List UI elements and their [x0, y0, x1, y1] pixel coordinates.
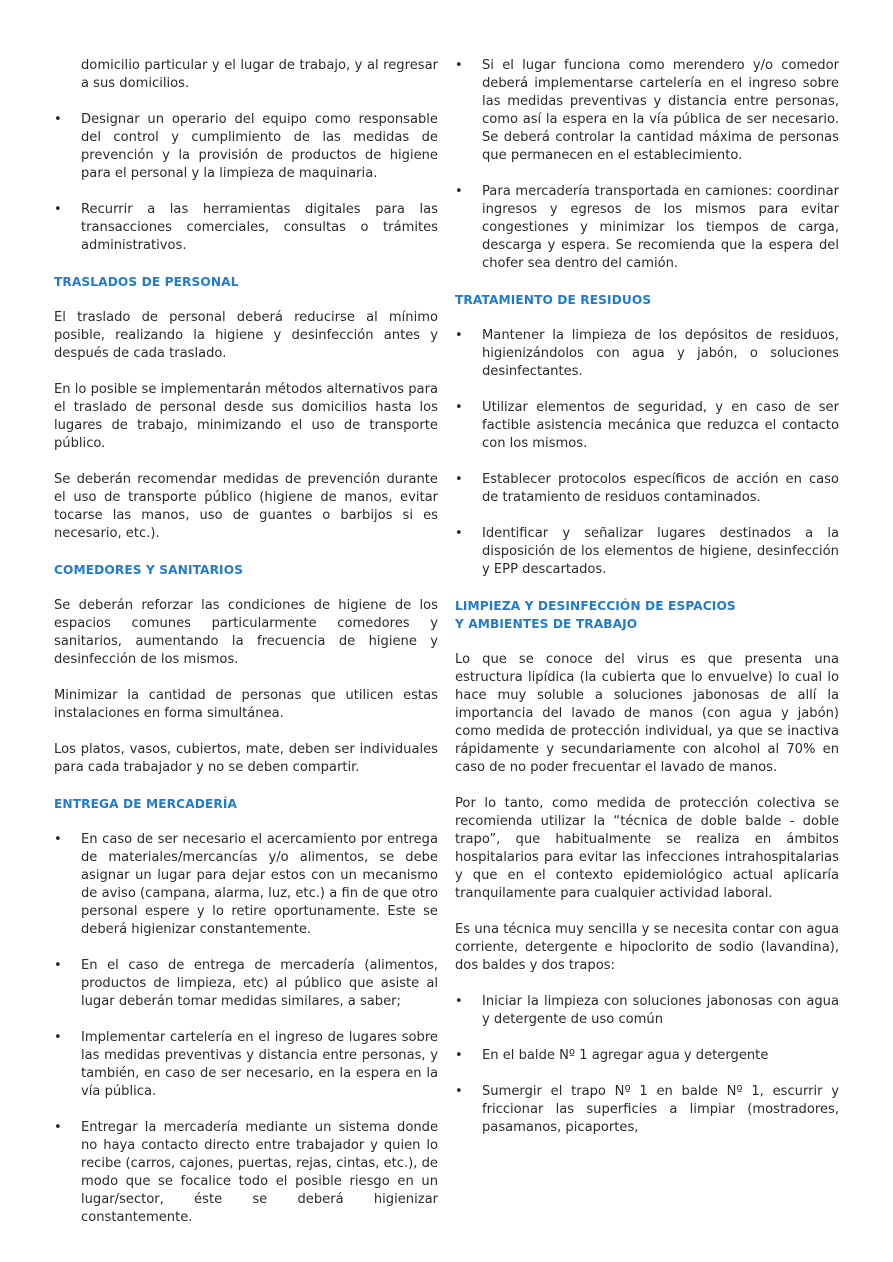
bullet-icon: • [54, 958, 62, 973]
bullet-icon: • [455, 526, 463, 541]
paragraph: Es una técnica muy sencilla y se necesita contar con agua corriente, detergente e hipoclorito de sodio (lavandina), dos baldes y dos trapos: [455, 922, 839, 973]
list-item-text: Establecer protocolos específicos de acción en caso de tratamiento de residuos contaminados. [482, 472, 839, 505]
list-item [54, 201, 438, 255]
paragraph: El traslado de personal deberá reducirse al mínimo posible, realizando la higiene y desinfección antes y después de cada traslado. [54, 310, 438, 361]
list-item-text: Recurrir a las herramientas digitales para las transacciones comerciales, consultas o trámites administrativos. [81, 202, 438, 253]
list-item-text: Entregar la mercadería mediante un sistema donde no haya contacto directo entre trabajador y quien lo recibe (carros, cajones, puertas, rejas, cintas, etc.), de modo que se focalice todo el posible riesgo en un lugar/sector, éste se deberá higienizar constantemente. [81, 1120, 438, 1225]
paragraph: En lo posible se implementarán métodos alternativos para el traslado de personal desde sus domicilios hasta los lugares de trabajo, minimizando el uso de transporte público. [54, 382, 438, 451]
list-item [54, 1119, 438, 1227]
list-item-text: Sumergir el trapo Nº 1 en balde Nº 1, escurrir y friccionar las superficies a limpiar (mostradores, pasamanos, picaportes, [482, 1084, 839, 1135]
list-item [455, 993, 839, 1029]
bullet-icon: • [455, 1048, 463, 1063]
continued-paragraph: domicilio particular y el lugar de trabajo, y al regresar a sus domicilios. [81, 58, 438, 91]
list-item [455, 1083, 839, 1137]
list-item [455, 183, 839, 273]
list-item [54, 831, 438, 939]
list-item [455, 327, 839, 381]
list-item-text: Iniciar la limpieza con soluciones jabonosas con agua y detergente de uso común [482, 994, 839, 1027]
list-item-text: En caso de ser necesario el acercamiento por entrega de materiales/mercancías y/o alimentos, se debe asignar un lugar para dejar estos con un mecanismo de aviso (campana, alarma, luz, etc.) a fin de que otro personal espere y lo retire oportunamente. Este se deberá higienizar constantemente. [81, 832, 438, 937]
list-item-text: En el caso de entrega de mercadería (alimentos, productos de limpieza, etc) al público que asiste al lugar deberán tomar medidas similares, a saber; [81, 958, 438, 1009]
list-item [455, 1047, 839, 1065]
list-item [54, 957, 438, 1011]
right-column [455, 57, 839, 1137]
bullet-icon: • [54, 1030, 62, 1045]
bullet-icon: • [455, 184, 463, 199]
section-heading-comedores: COMEDORES Y SANITARIOS [54, 563, 244, 577]
section-heading-traslados: TRASLADOS DE PERSONAL [54, 275, 239, 289]
list-item-text: En el balde Nº 1 agregar agua y detergente [482, 1048, 769, 1063]
paragraph: Lo que se conoce del virus es que presenta una estructura lipídica (la cubierta que lo envuelve) lo cual lo hace muy soluble a soluciones jabonosas de allí la importancia del lavado de manos (con agua y jabón) como medida de protección individual, ya que se inactiva rápidamente y secundariamente con alcohol al 70% en caso de no poder frecuentar el lavado de manos. [455, 652, 839, 775]
paragraph: Por lo tanto, como medida de protección colectiva se recomienda utilizar la “técnica de doble balde - doble trapo”, que habitualmente se realiza en ámbitos hospitalarios para evitar las infecciones intrahospitalarias y que en el contexto epidemiológico actual aplicaría tranquilamente para cualquier actividad laboral. [455, 796, 839, 901]
paragraph: Los platos, vasos, cubiertos, mate, deben ser individuales para cada trabajador y no se deben compartir. [54, 742, 438, 775]
list-item-text: Para mercadería transportada en camiones: coordinar ingresos y egresos de los mismos para evitar congestiones y minimizar los tiempos de carga, descarga y espera. Se recomienda que la espera del chofer sea dentro del camión. [482, 184, 839, 271]
list-item [54, 111, 438, 183]
paragraph: Se deberán reforzar las condiciones de higiene de los espacios comunes particularmente comedores y sanitarios, aumentando la frecuencia de higiene y desinfección de los mismos. [54, 598, 438, 667]
section-heading-line: LIMPIEZA Y DESINFECCIÓN DE ESPACIOS [455, 599, 736, 613]
bullet-icon: • [455, 472, 463, 487]
list-item [455, 525, 839, 579]
list-item [455, 57, 839, 165]
list-item [455, 399, 839, 453]
bullet-icon: • [455, 994, 463, 1009]
bullet-icon: • [54, 202, 62, 217]
bullet-icon: • [455, 58, 463, 73]
bullet-icon: • [455, 1084, 463, 1099]
section-heading-line: Y AMBIENTES DE TRABAJO [455, 617, 638, 631]
list-item [455, 471, 839, 507]
bullet-icon: • [455, 328, 463, 343]
bullet-icon: • [54, 1120, 62, 1135]
section-heading-entrega: ENTREGA DE MERCADERÍA [54, 797, 238, 811]
list-item-text: Implementar cartelería en el ingreso de lugares sobre las medidas preventivas y distancia entre personas, y también, en caso de ser necesario, en la espera en la vía pública. [81, 1030, 438, 1099]
bullet-icon: • [455, 400, 463, 415]
list-item-text: Si el lugar funciona como merendero y/o comedor deberá implementarse cartelería en el ingreso sobre las medidas preventivas y distancia entre personas, como así la espera en la vía pública de ser necesario. Se deberá controlar la cantidad máxima de personas que permanecen en el establecimiento. [482, 58, 839, 163]
list-item-text: Utilizar elementos de seguridad, y en caso de ser factible asistencia mecánica que reduzca el contacto con los mismos. [482, 400, 839, 451]
paragraph: Se deberán recomendar medidas de prevención durante el uso de transporte público (higiene de manos, evitar tocarse las manos, uso de guantes o barbijos si es necesario, etc.). [54, 472, 438, 541]
list-item-text: Identificar y señalizar lugares destinados a la disposición de los elementos de higiene, desinfección y EPP descartados. [482, 526, 839, 577]
bullet-icon: • [54, 832, 62, 847]
list-item-text: Mantener la limpieza de los depósitos de residuos, higienizándolos con agua y jabón, o soluciones desinfectantes. [482, 328, 839, 379]
paragraph: Minimizar la cantidad de personas que utilicen estas instalaciones en forma simultánea. [54, 688, 438, 721]
bullet-icon: • [54, 112, 62, 127]
left-column [54, 57, 438, 1227]
list-item [54, 1029, 438, 1101]
section-heading-residuos: TRATAMIENTO DE RESIDUOS [455, 293, 652, 307]
list-item-text: Designar un operario del equipo como responsable del control y cumplimiento de las medidas de prevención y la provisión de productos de higiene para el personal y la limpieza de maquinaria. [81, 112, 438, 181]
section-heading-limpieza [455, 597, 839, 633]
